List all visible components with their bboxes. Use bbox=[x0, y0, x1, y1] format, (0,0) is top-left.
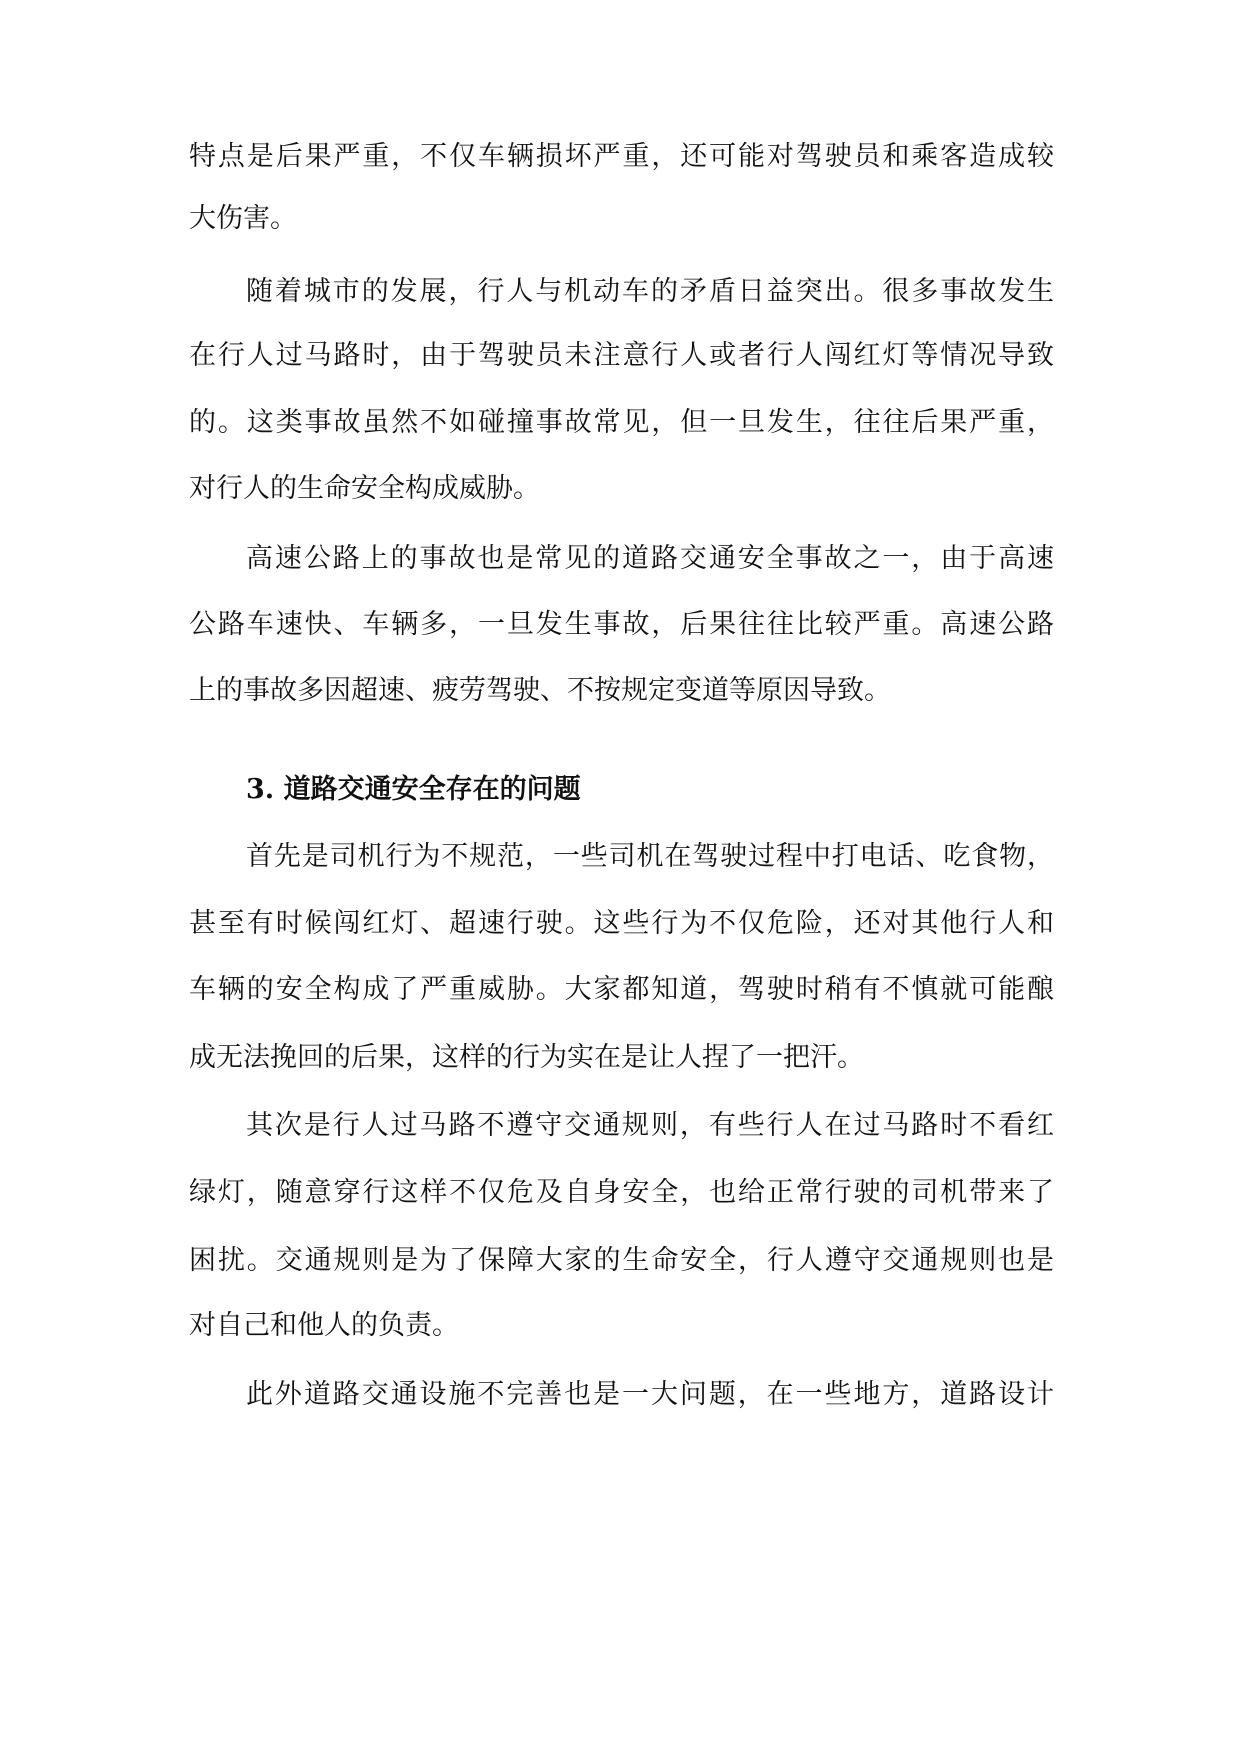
paragraph-line: 此外道路交通设施不完善也是一大问题，在一些地方，道路设计 bbox=[246, 1379, 1054, 1410]
paragraph-line: 甚至有时候闯红灯、超速行驶。这些行为不仅危险，还对其他行人和 bbox=[189, 908, 1054, 939]
paragraph-line: 车辆的安全构成了严重威胁。大家都知道，驾驶时稍有不慎就可能酿 bbox=[189, 974, 1054, 1005]
paragraph-line: 大伤害。 bbox=[189, 203, 297, 234]
paragraph-line: 困扰。交通规则是为了保障大家的生命安全，行人遵守交通规则也是 bbox=[189, 1245, 1054, 1276]
section-heading: 3. 道路交通安全存在的问题 bbox=[246, 774, 581, 805]
paragraph-line: 其次是行人过马路不遵守交通规则，有些行人在过马路时不看红 bbox=[246, 1110, 1054, 1141]
paragraph-line: 在行人过马路时，由于驾驶员未注意行人或者行人闯红灯等情况导致 bbox=[189, 340, 1054, 371]
paragraph-line: 上的事故多因超速、疲劳驾驶、不按规定变道等原因导致。 bbox=[189, 675, 891, 706]
paragraph-line: 公路车速快、车辆多，一旦发生事故，后果往往比较严重。高速公路 bbox=[189, 609, 1054, 640]
paragraph-line: 随着城市的发展，行人与机动车的矛盾日益突出。很多事故发生 bbox=[246, 276, 1054, 307]
paragraph-line: 对自己和他人的负责。 bbox=[189, 1310, 459, 1341]
paragraph-line: 对行人的生命安全构成威胁。 bbox=[189, 473, 540, 504]
paragraph-line: 首先是司机行为不规范，一些司机在驾驶过程中打电话、吃食物， bbox=[246, 841, 1054, 872]
paragraph-line: 的。这类事故虽然不如碰撞事故常见，但一旦发生，往往后果严重， bbox=[189, 407, 1054, 438]
paragraph-line: 成无法挽回的后果，这样的行为实在是让人捏了一把汗。 bbox=[189, 1042, 864, 1073]
paragraph-line: 高速公路上的事故也是常见的道路交通安全事故之一，由于高速 bbox=[246, 543, 1054, 574]
paragraph-line: 绿灯，随意穿行这样不仅危及自身安全，也给正常行驶的司机带来了 bbox=[189, 1177, 1054, 1208]
paragraph-line: 特点是后果严重，不仅车辆损坏严重，还可能对驾驶员和乘客造成较 bbox=[189, 141, 1054, 172]
